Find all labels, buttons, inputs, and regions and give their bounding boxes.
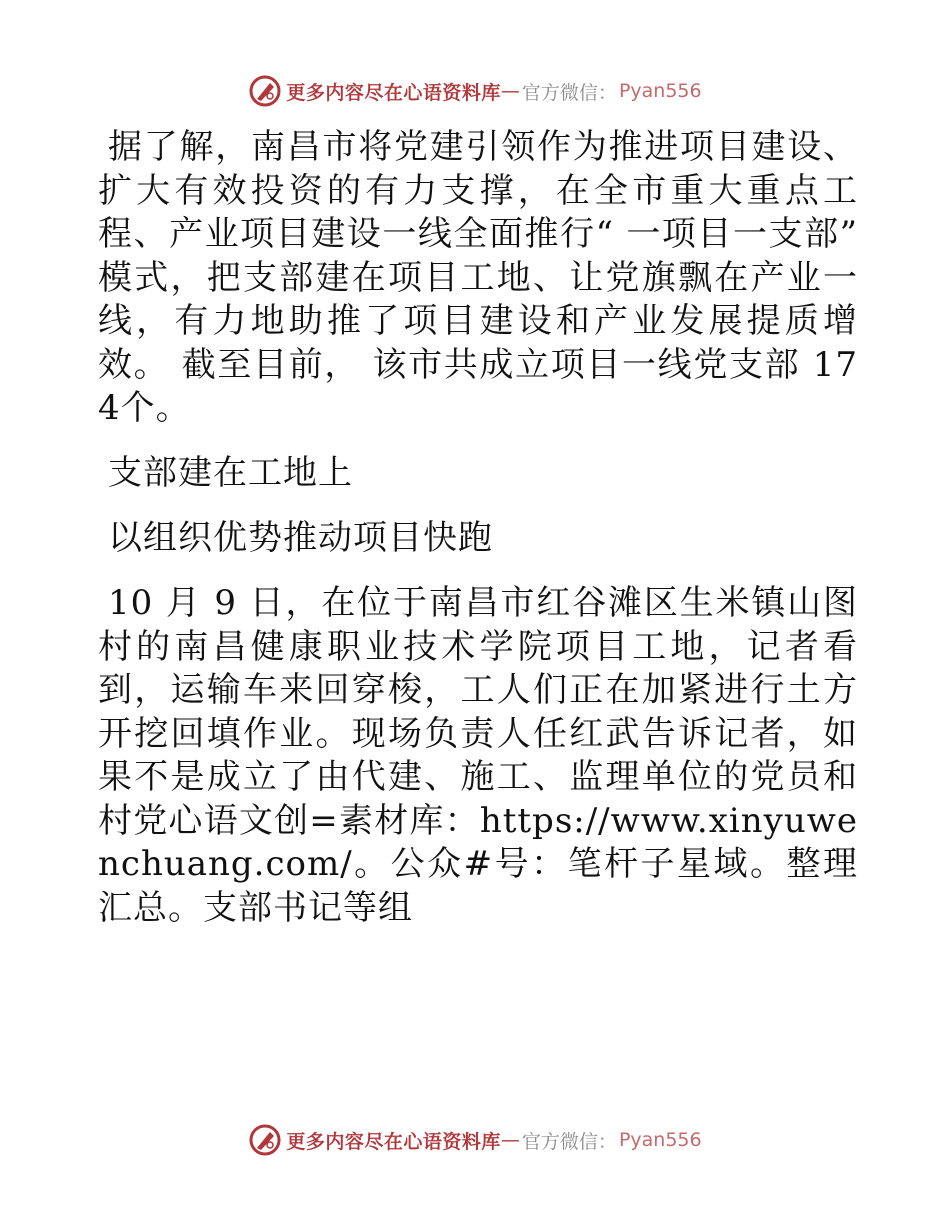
paragraph-report: 10 月 9 日，在位于南昌市红谷滩区生米镇山图村的南昌健康职业技术学院项目工地，记者看到，运输车来回穿梭，工人们正在加紧进行土方开挖回填作业。现场负责人任红武告诉记者，如果不是成立了由代建、施工、监理单位的党员和村党心语文创=素材库：https://www.xinyuwenchuang.com/。公众#号：笔杆子星域。整理汇总。支部书记等组	[98, 583, 858, 928]
banner-wechat-id: Pyan556	[618, 1129, 702, 1151]
paragraph-intro: 据了解，南昌市将党建引领作为推进项目建设、扩大有效投资的有力支撑，在全市重大重点工程、产业项目建设一线全面推行“ 一项目一支部” 模式，把支部建在项目工地、让党旗飘在产业一线，有力地助推了项目建设和产业发展提质增效。 截至目前， 该市共成立项目一线党支部 174个。	[98, 127, 858, 428]
banner-separator: —	[500, 1129, 520, 1151]
banner-wechat-id: Pyan556	[618, 80, 702, 102]
banner-wechat-label: 官方微信：	[521, 1130, 617, 1153]
section-subheading: 以组织优势推动项目快跑	[108, 518, 493, 558]
pen-nib-logo-icon	[248, 74, 282, 108]
banner-slogan: 更多内容尽在心语资料库	[286, 1130, 501, 1153]
banner-slogan: 更多内容尽在心语资料库	[286, 81, 501, 104]
banner-separator: —	[500, 80, 520, 102]
pen-nib-logo-icon	[248, 1123, 282, 1157]
footer-banner	[0, 1120, 950, 1160]
banner-wechat-label: 官方微信：	[521, 81, 617, 104]
section-heading: 支部建在工地上	[108, 453, 353, 493]
header-banner	[0, 71, 950, 111]
article-body	[98, 126, 858, 952]
